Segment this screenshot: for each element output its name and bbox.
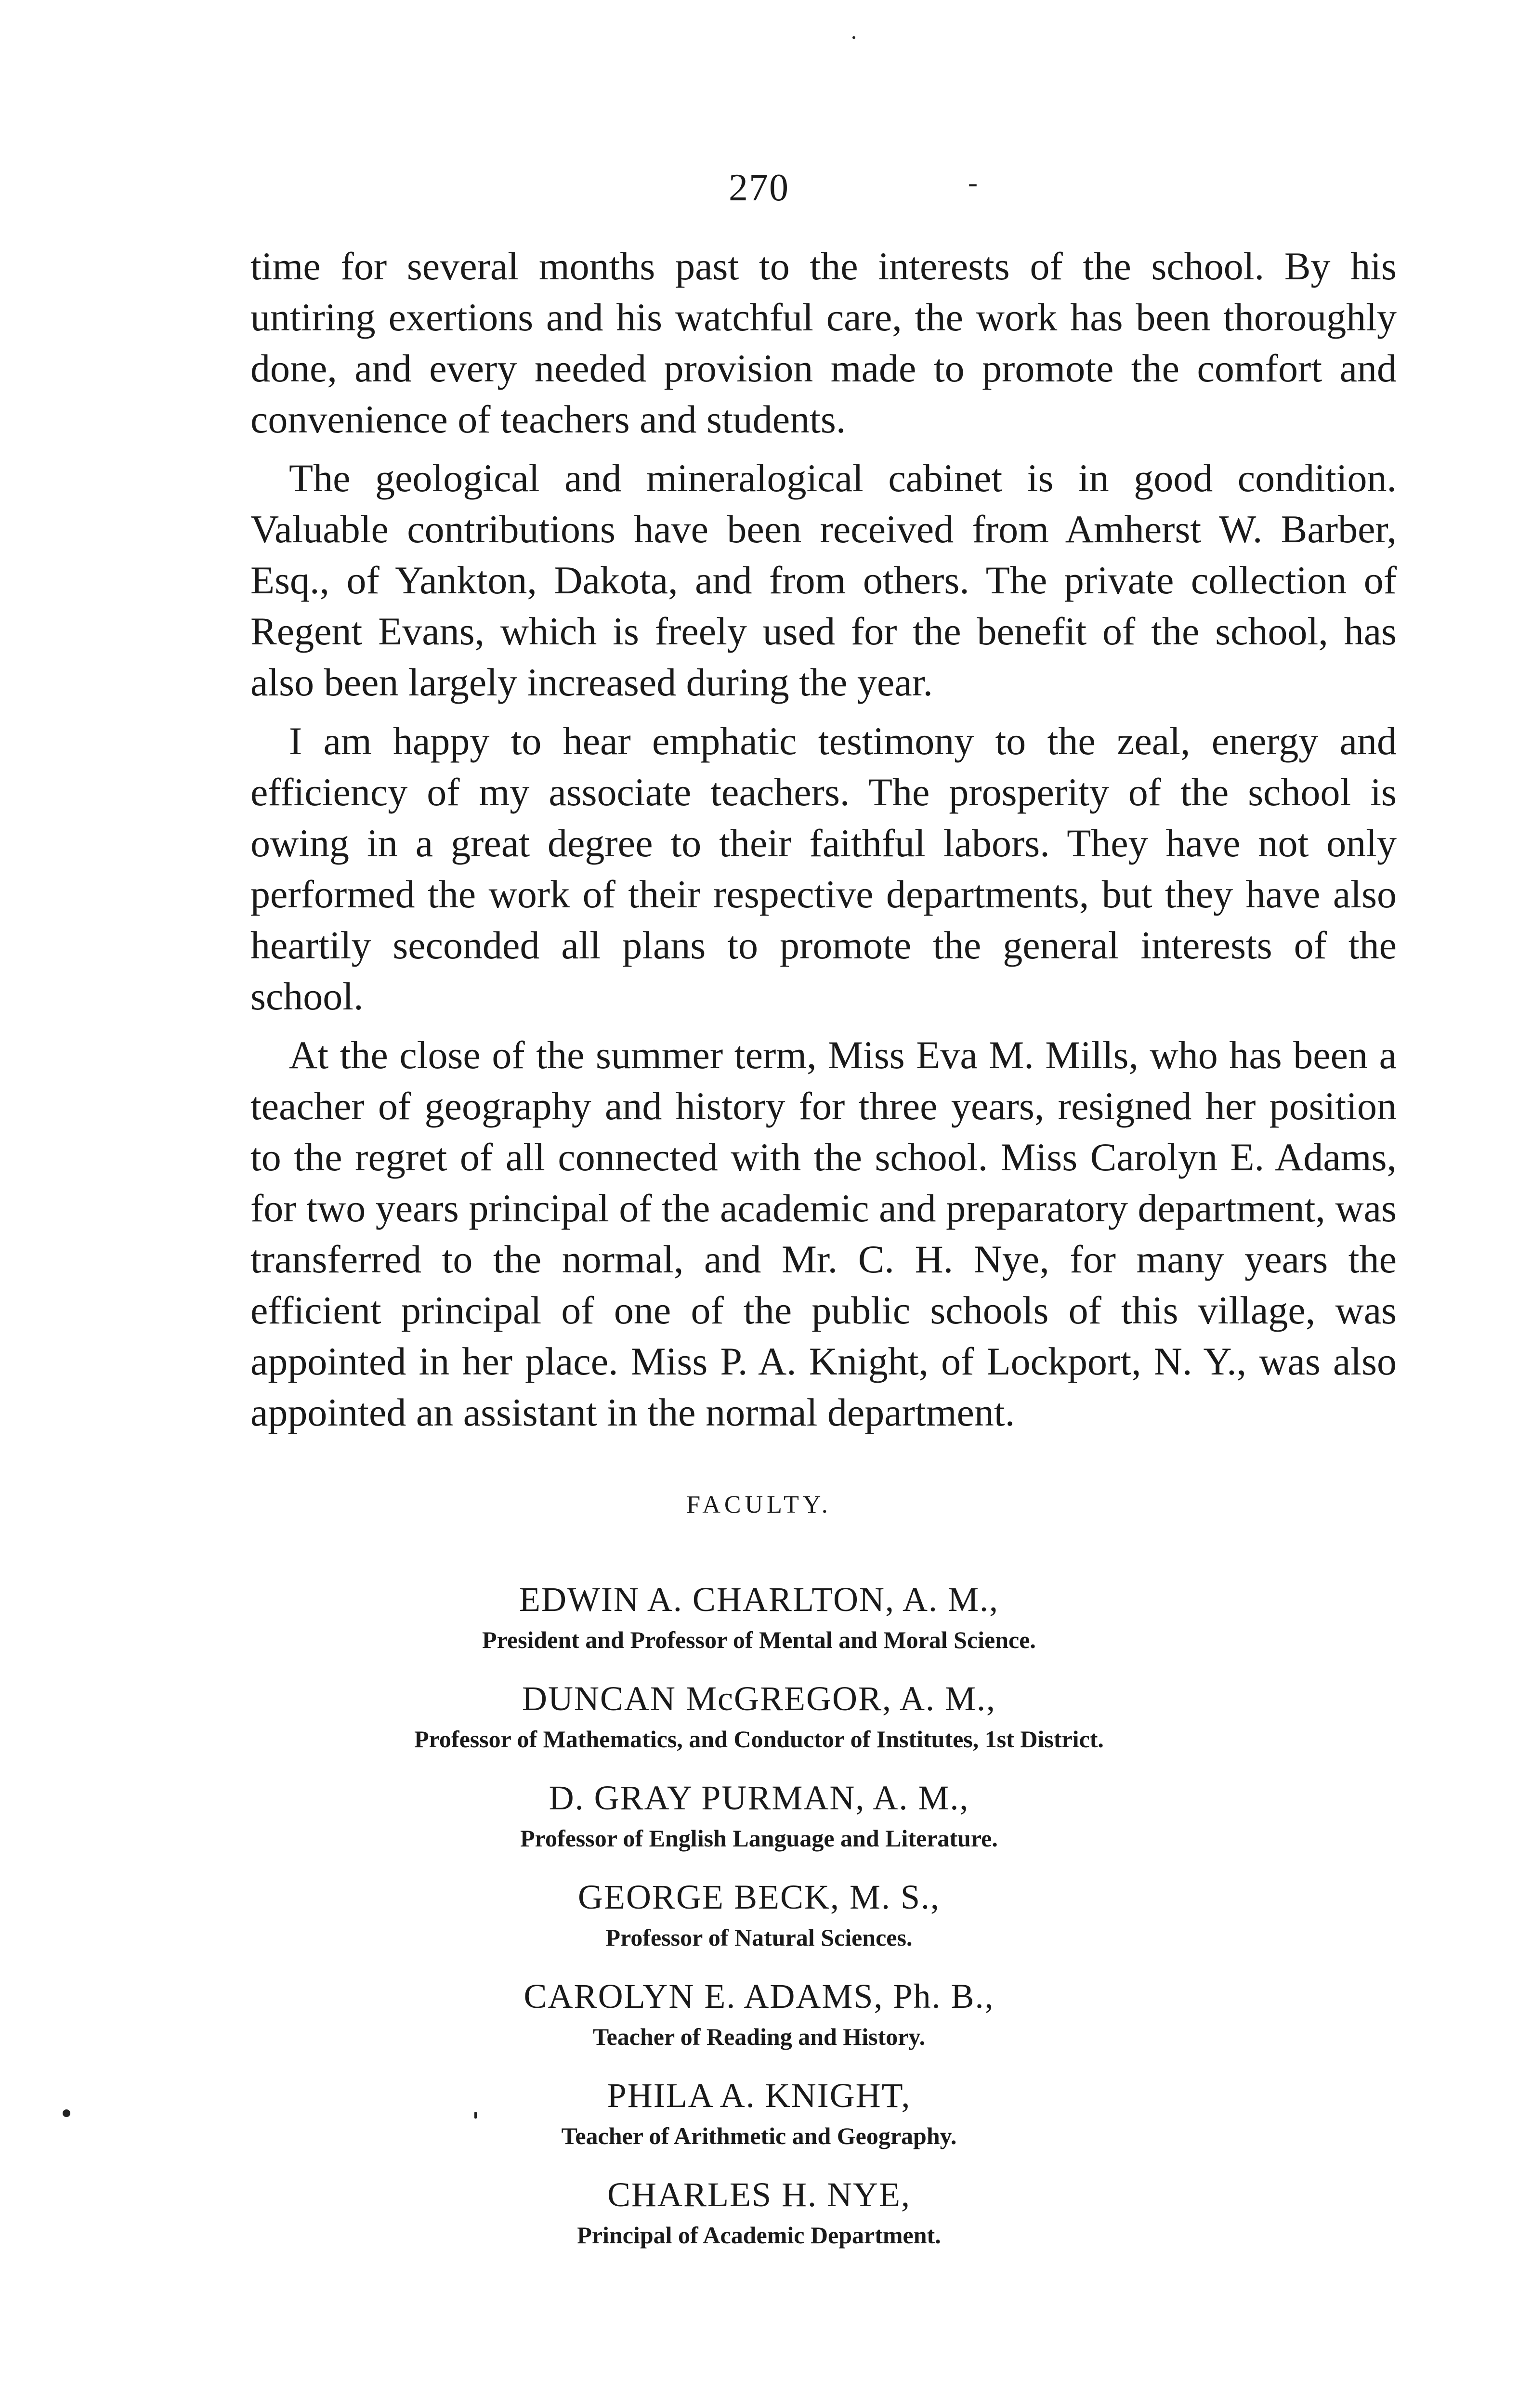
member-title: Professor of Mathematics, and Conductor of Institutes, 1st District. <box>414 1726 1104 1753</box>
member-name: D. GRAY PURMAN, A. M., <box>549 1779 969 1817</box>
faculty-member <box>0 1875 1518 1956</box>
member-name: EDWIN A. CHARLTON, A. M., <box>519 1580 999 1619</box>
report-body <box>250 241 1397 1446</box>
member-title: Teacher of Arithmetic and Geography. <box>561 2122 957 2149</box>
print-speck <box>63 2109 70 2117</box>
faculty-member <box>0 1577 1518 1658</box>
member-title: Principal of Academic Department. <box>577 2222 941 2249</box>
page-number <box>0 166 1518 210</box>
faculty-list <box>0 1577 1518 2272</box>
paragraph-staff-changes: At the close of the summer term, Miss Eva M. Mills, who has been a teacher of geography and history for three years, resigned her position to the regret of all connected with the school. Miss Carolyn E. Adams, for two years principal of the academic and preparatory department, was transferred to the normal, and Mr. C. H. Nye, for many years the efficient principal of one of the public schools of this village, was appointed in her place. Miss P. A. Knight, of Lockport, N. Y., was also appointed an assistant in the normal department. <box>250 1033 1397 1434</box>
page-number-text: 270 <box>729 167 789 209</box>
member-title: Professor of Natural Sciences. <box>605 1924 913 1951</box>
faculty-member <box>0 1776 1518 1857</box>
member-name: DUNCAN McGREGOR, A. M., <box>522 1679 996 1718</box>
faculty-member <box>0 2172 1518 2253</box>
member-name: PHILA A. KNIGHT, <box>607 2076 911 2115</box>
member-name: CHARLES H. NYE, <box>607 2175 911 2214</box>
faculty-member <box>0 1974 1518 2055</box>
print-speck <box>474 2112 477 2119</box>
paragraph-cabinet: The geological and mineralogical cabinet is in good condition. Valuable contributions have been received from Amherst W. Barber, Esq., of Yankton, Dakota, and from others. The private collection of Regent Evans, which is freely used for the benefit of the school, has also been largely increased during the year. <box>250 456 1397 704</box>
faculty-member <box>0 2073 1518 2154</box>
paragraph-continuation: time for several months past to the interests of the school. By his untiring exertions and his watchful care, the work has been thoroughly done, and every needed provision made to promote the comfort and convenience of teachers and students. <box>250 244 1397 441</box>
print-speck <box>852 36 855 39</box>
member-name: GEORGE BECK, M. S., <box>577 1878 941 1916</box>
member-title: Teacher of Reading and History. <box>592 2023 926 2050</box>
paragraph-teachers: I am happy to hear emphatic testimony to the zeal, energy and efficiency of my associate teachers. The prosperity of the school is owing in a great degree to their faithful labors. They have not only performed the work of their respective departments, but they have also heartily seconded all plans to promote the general interests of the school. <box>250 719 1397 1018</box>
faculty-member <box>0 1676 1518 1757</box>
member-name: CAROLYN E. ADAMS, Ph. B., <box>523 1977 995 2015</box>
page-mark: - <box>968 167 979 198</box>
member-title: Professor of English Language and Literature. <box>520 1825 998 1852</box>
member-title: President and Professor of Mental and Moral Science. <box>482 1626 1036 1653</box>
faculty-heading: FACULTY. <box>686 1491 832 1518</box>
